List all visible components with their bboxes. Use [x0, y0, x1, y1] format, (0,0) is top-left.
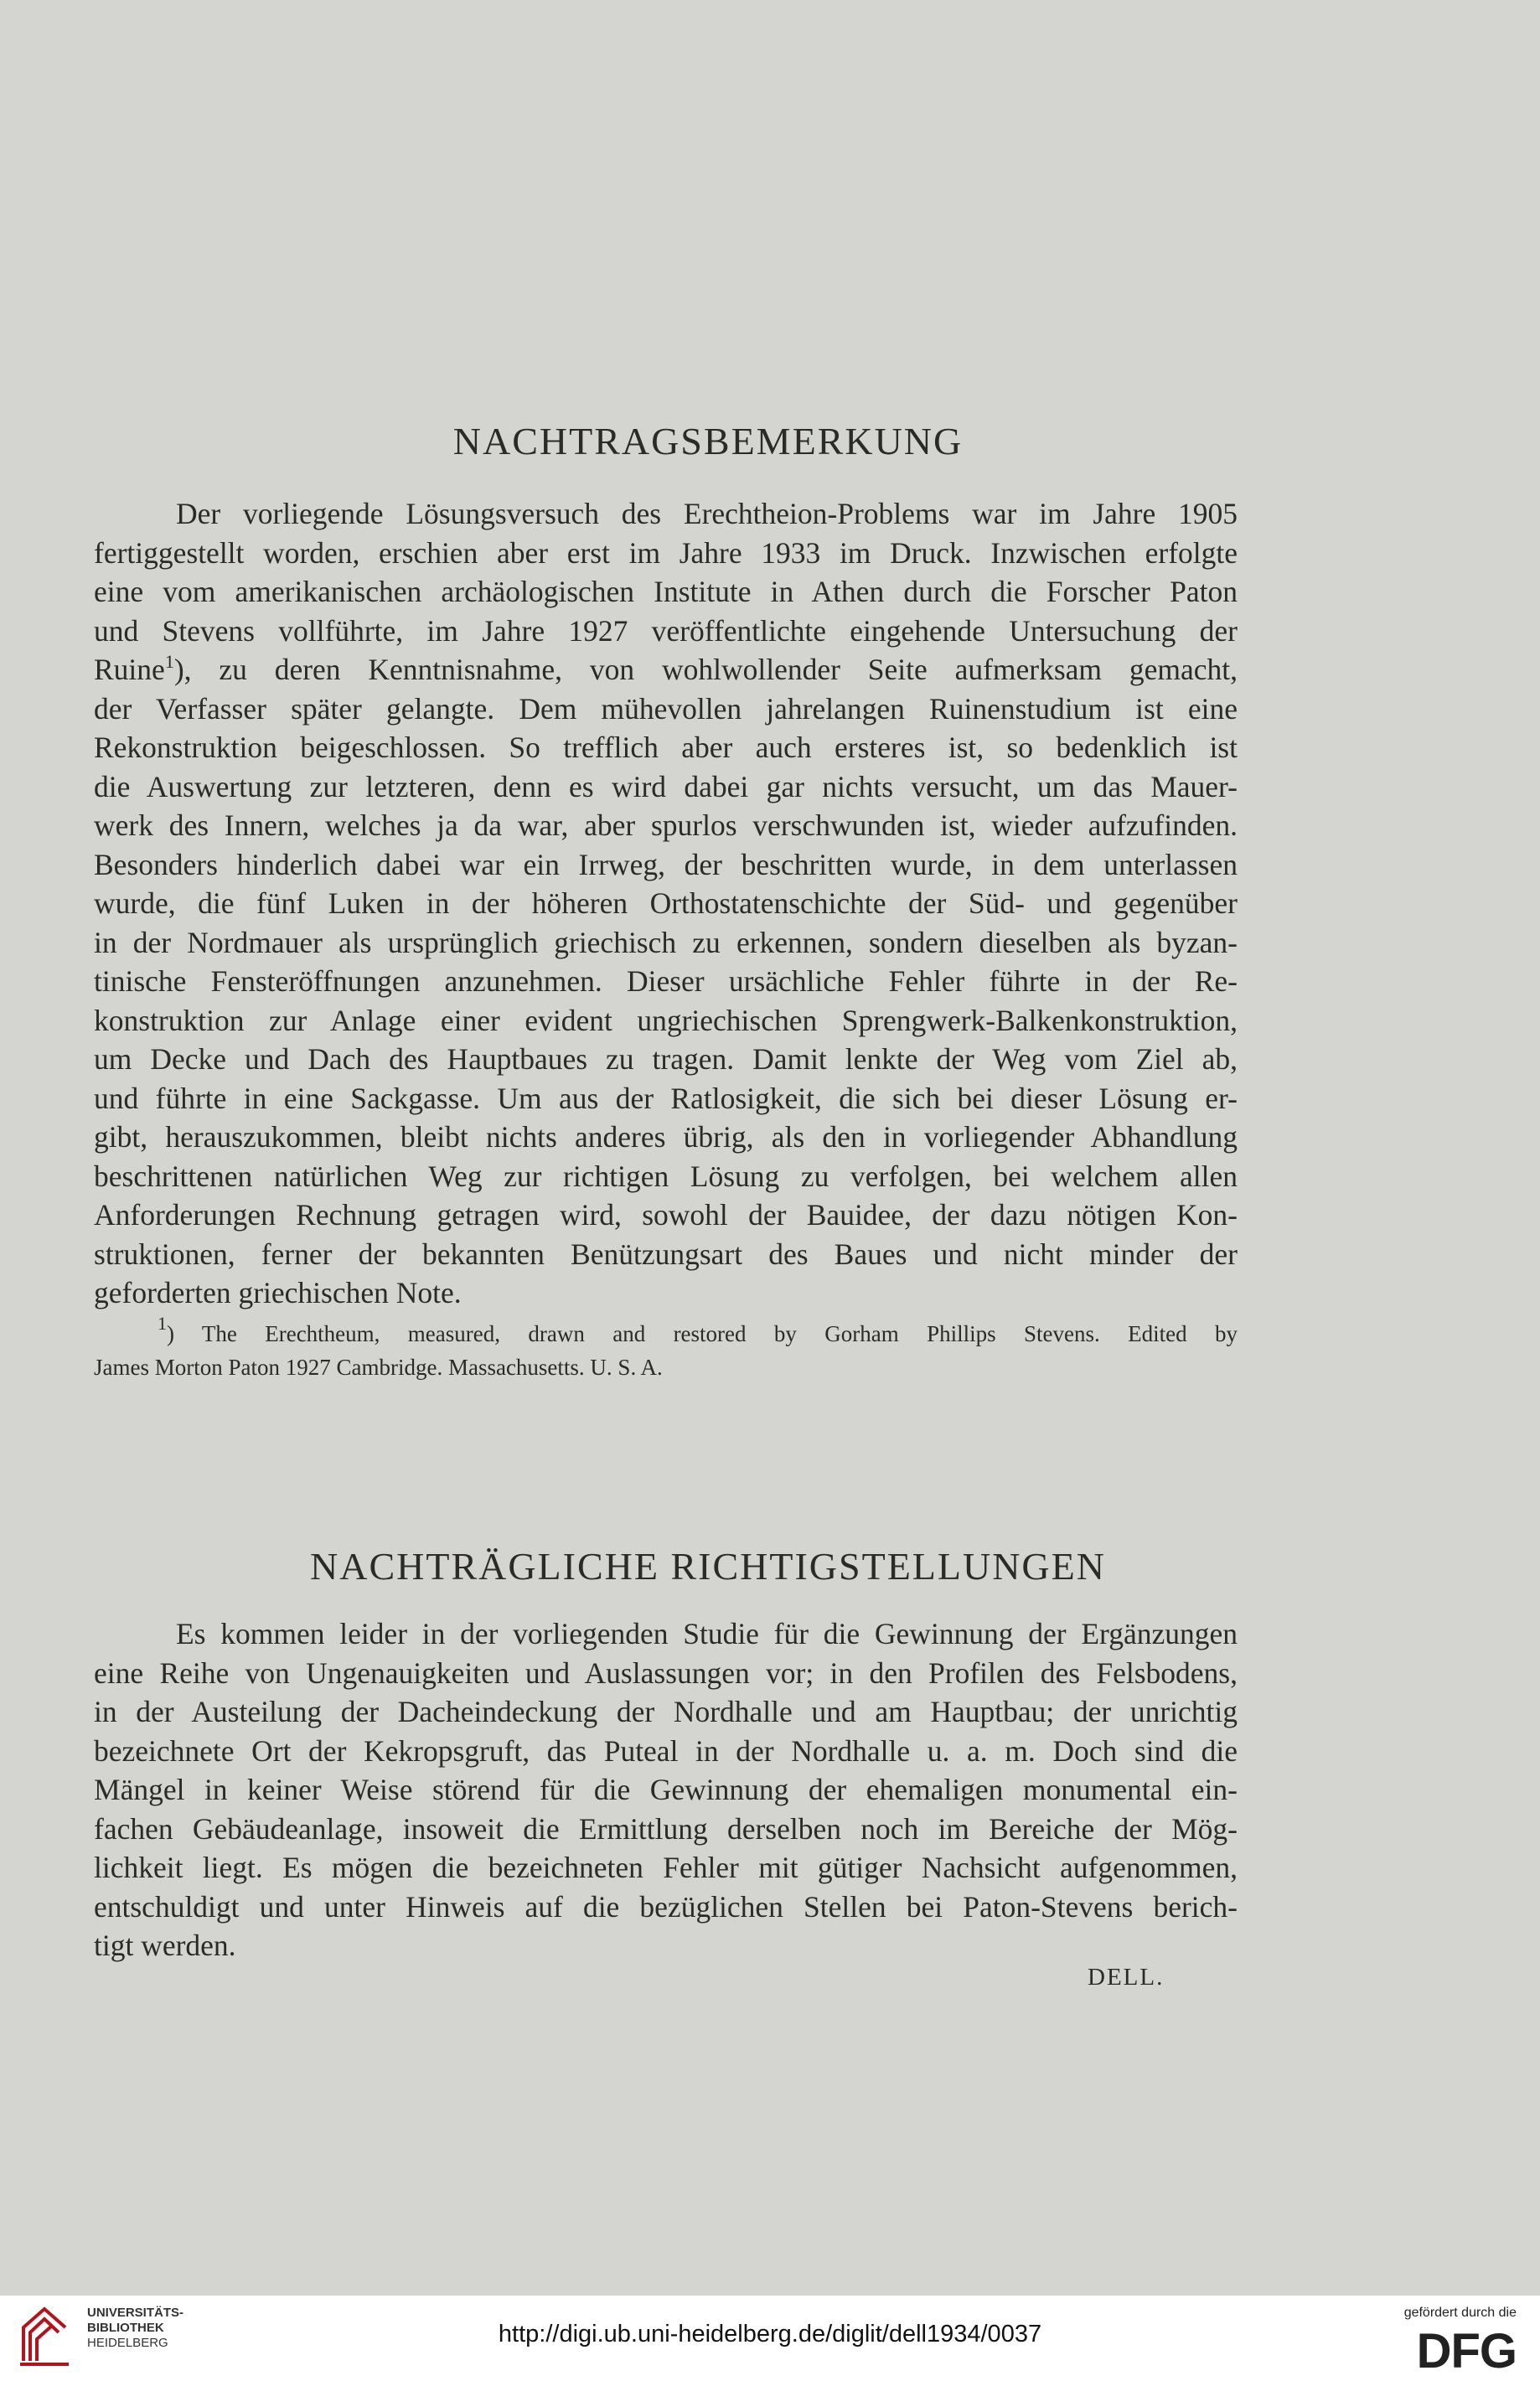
- text-line: und Stevens vollführte, im Jahre 1927 veröffentlichte eingehende Untersuchung der: [94, 613, 1238, 648]
- author-signature: DELL.: [1088, 1964, 1165, 1991]
- text-line: in der Austeilung der Dacheindeckung der Nordhalle und am Hauptbau; der unrichtig: [94, 1695, 1238, 1728]
- text-line: Anforderungen Rechnung getragen wird, sowohl der Bauidee, der dazu nötigen Kon-: [94, 1198, 1238, 1232]
- library-name-line: UNIVERSITÄTS-: [87, 2306, 184, 2320]
- text-line: tinische Fensteröffnungen anzunehmen. Dieser ursächliche Fehler führte in der Re-: [94, 964, 1238, 998]
- text-line: tigt werden.: [94, 1929, 236, 1962]
- funding-note: gefördert durch die: [1403, 2306, 1517, 2320]
- text-line: um Decke und Dach des Hauptbaues zu tragen. Damit lenkte der Weg vom Ziel ab,: [94, 1042, 1238, 1076]
- text-line: Mängel in keiner Weise störend für die Gewinnung der ehemaligen monumental ein-: [94, 1773, 1238, 1806]
- footnote-mark: 1: [158, 1313, 167, 1334]
- text-line: Rekonstruktion beigeschlossen. So trefflich aber auch ersteres ist, so bedenklich ist: [94, 731, 1238, 764]
- text-line-with-footnote: [94, 650, 1238, 690]
- text-line: konstruktion zur Anlage einer evident ungriechischen Sprengwerk-Balkenkonstruktion,: [94, 1003, 1238, 1037]
- library-name-line: BIBLIOTHEK: [87, 2321, 164, 2335]
- text-line: eine vom amerikanischen archäologischen Institute in Athen durch die Forscher Paton: [94, 575, 1238, 608]
- text-line: fachen Gebäudeanlage, insoweit die Ermittlung derselben noch im Bereiche der Mög-: [94, 1811, 1238, 1846]
- text-line: lichkeit liegt. Es mögen die bezeichneten Fehler mit gütiger Nachsicht aufgenommen,: [94, 1851, 1238, 1884]
- section-heading-nachtragsbemerkung: NACHTRAGSBEMERKUNG: [452, 420, 964, 462]
- text-fragment: ) The Erechtheum, measured, drawn and restored by Gorham Phillips Stevens. Edited by: [167, 1321, 1238, 1346]
- text-line: entschuldigt und unter Hinweis auf die bezüglichen Stellen bei Paton-Stevens berich-: [94, 1889, 1238, 1924]
- text-line: bezeichnete Ort der Kekropsgruft, das Puteal in der Nordhalle u. a. m. Doch sind die: [94, 1733, 1238, 1768]
- text-line: Besonders hinderlich dabei war ein Irrweg, der beschritten wurde, in dem unterlassen: [94, 847, 1238, 881]
- text-line: eine Reihe von Ungenauigkeiten und Auslassungen vor; in den Profilen des Felsbodens,: [94, 1655, 1238, 1690]
- text-line: gibt, herauszukommen, bleibt nichts anderes übrig, als den in vorliegender Abhandlung: [94, 1120, 1238, 1154]
- text-line: werk des Innern, welches ja da war, aber spurlos verschwunden ist, wieder aufzufinden.: [94, 808, 1238, 842]
- footnote: [94, 1313, 1238, 1384]
- text-line: fertiggestellt worden, erschien aber erst im Jahre 1933 im Druck. Inzwischen erfolgte: [94, 535, 1238, 570]
- paragraph-richtigstellungen: [94, 1614, 1238, 1965]
- text-line: wurde, die fünf Luken in der höheren Orthostatenschichte der Süd- und gegenüber: [94, 886, 1238, 920]
- footer-bar: [0, 2296, 1540, 2381]
- permalink-url[interactable]: http://digi.ub.uni-heidelberg.de/diglit/dell1934/0037: [498, 2321, 1042, 2347]
- footnote-line: James Morton Paton 1927 Cambridge. Massachusetts. U. S. A.: [94, 1355, 663, 1380]
- text-line: die Auswertung zur letzteren, denn es wird dabei gar nichts versucht, um das Mauer-: [94, 769, 1238, 803]
- text-line: der Verfasser später gelangte. Dem mühevollen jahrelangen Ruinenstudium ist eine: [94, 691, 1238, 726]
- text-line: struktionen, ferner der bekannten Benützungsart des Baues und nicht minder der: [94, 1237, 1238, 1271]
- library-name-line: HEIDELBERG: [87, 2336, 168, 2350]
- section-heading-richtigstellungen: NACHTRÄGLICHE RICHTIGSTELLUNGEN: [310, 1545, 1106, 1588]
- text-line: geforderten griechischen Note.: [94, 1276, 462, 1309]
- text-fragment: Ruine: [94, 653, 165, 686]
- text-line: Der vorliegende Lösungsversuch des Erechtheion-Problems war im Jahre 1905: [176, 497, 1238, 530]
- paragraph-nachtragsbemerkung: [94, 494, 1238, 1313]
- footnote-line: [94, 1313, 1238, 1351]
- text-line: beschrittenen natürlichen Weg zur richtigen Lösung zu verfolgen, bei welchem allen: [94, 1159, 1238, 1193]
- dfg-logo: DFG: [1416, 2324, 1517, 2378]
- text-line: in der Nordmauer als ursprünglich griechisch zu erkennen, sondern dieselben als byzan-: [94, 925, 1238, 959]
- text-line: und führte in eine Sackgasse. Um aus der Ratlosigkeit, die sich bei dieser Lösung er-: [94, 1081, 1238, 1115]
- footnote-reference: 1: [164, 651, 174, 672]
- text-fragment: ), zu deren Kenntnisnahme, von wohlwollender Seite aufmerksam gemacht,: [173, 653, 1238, 686]
- text-line: Es kommen leider in der vorliegenden Studie für die Gewinnung der Ergänzungen: [176, 1617, 1238, 1650]
